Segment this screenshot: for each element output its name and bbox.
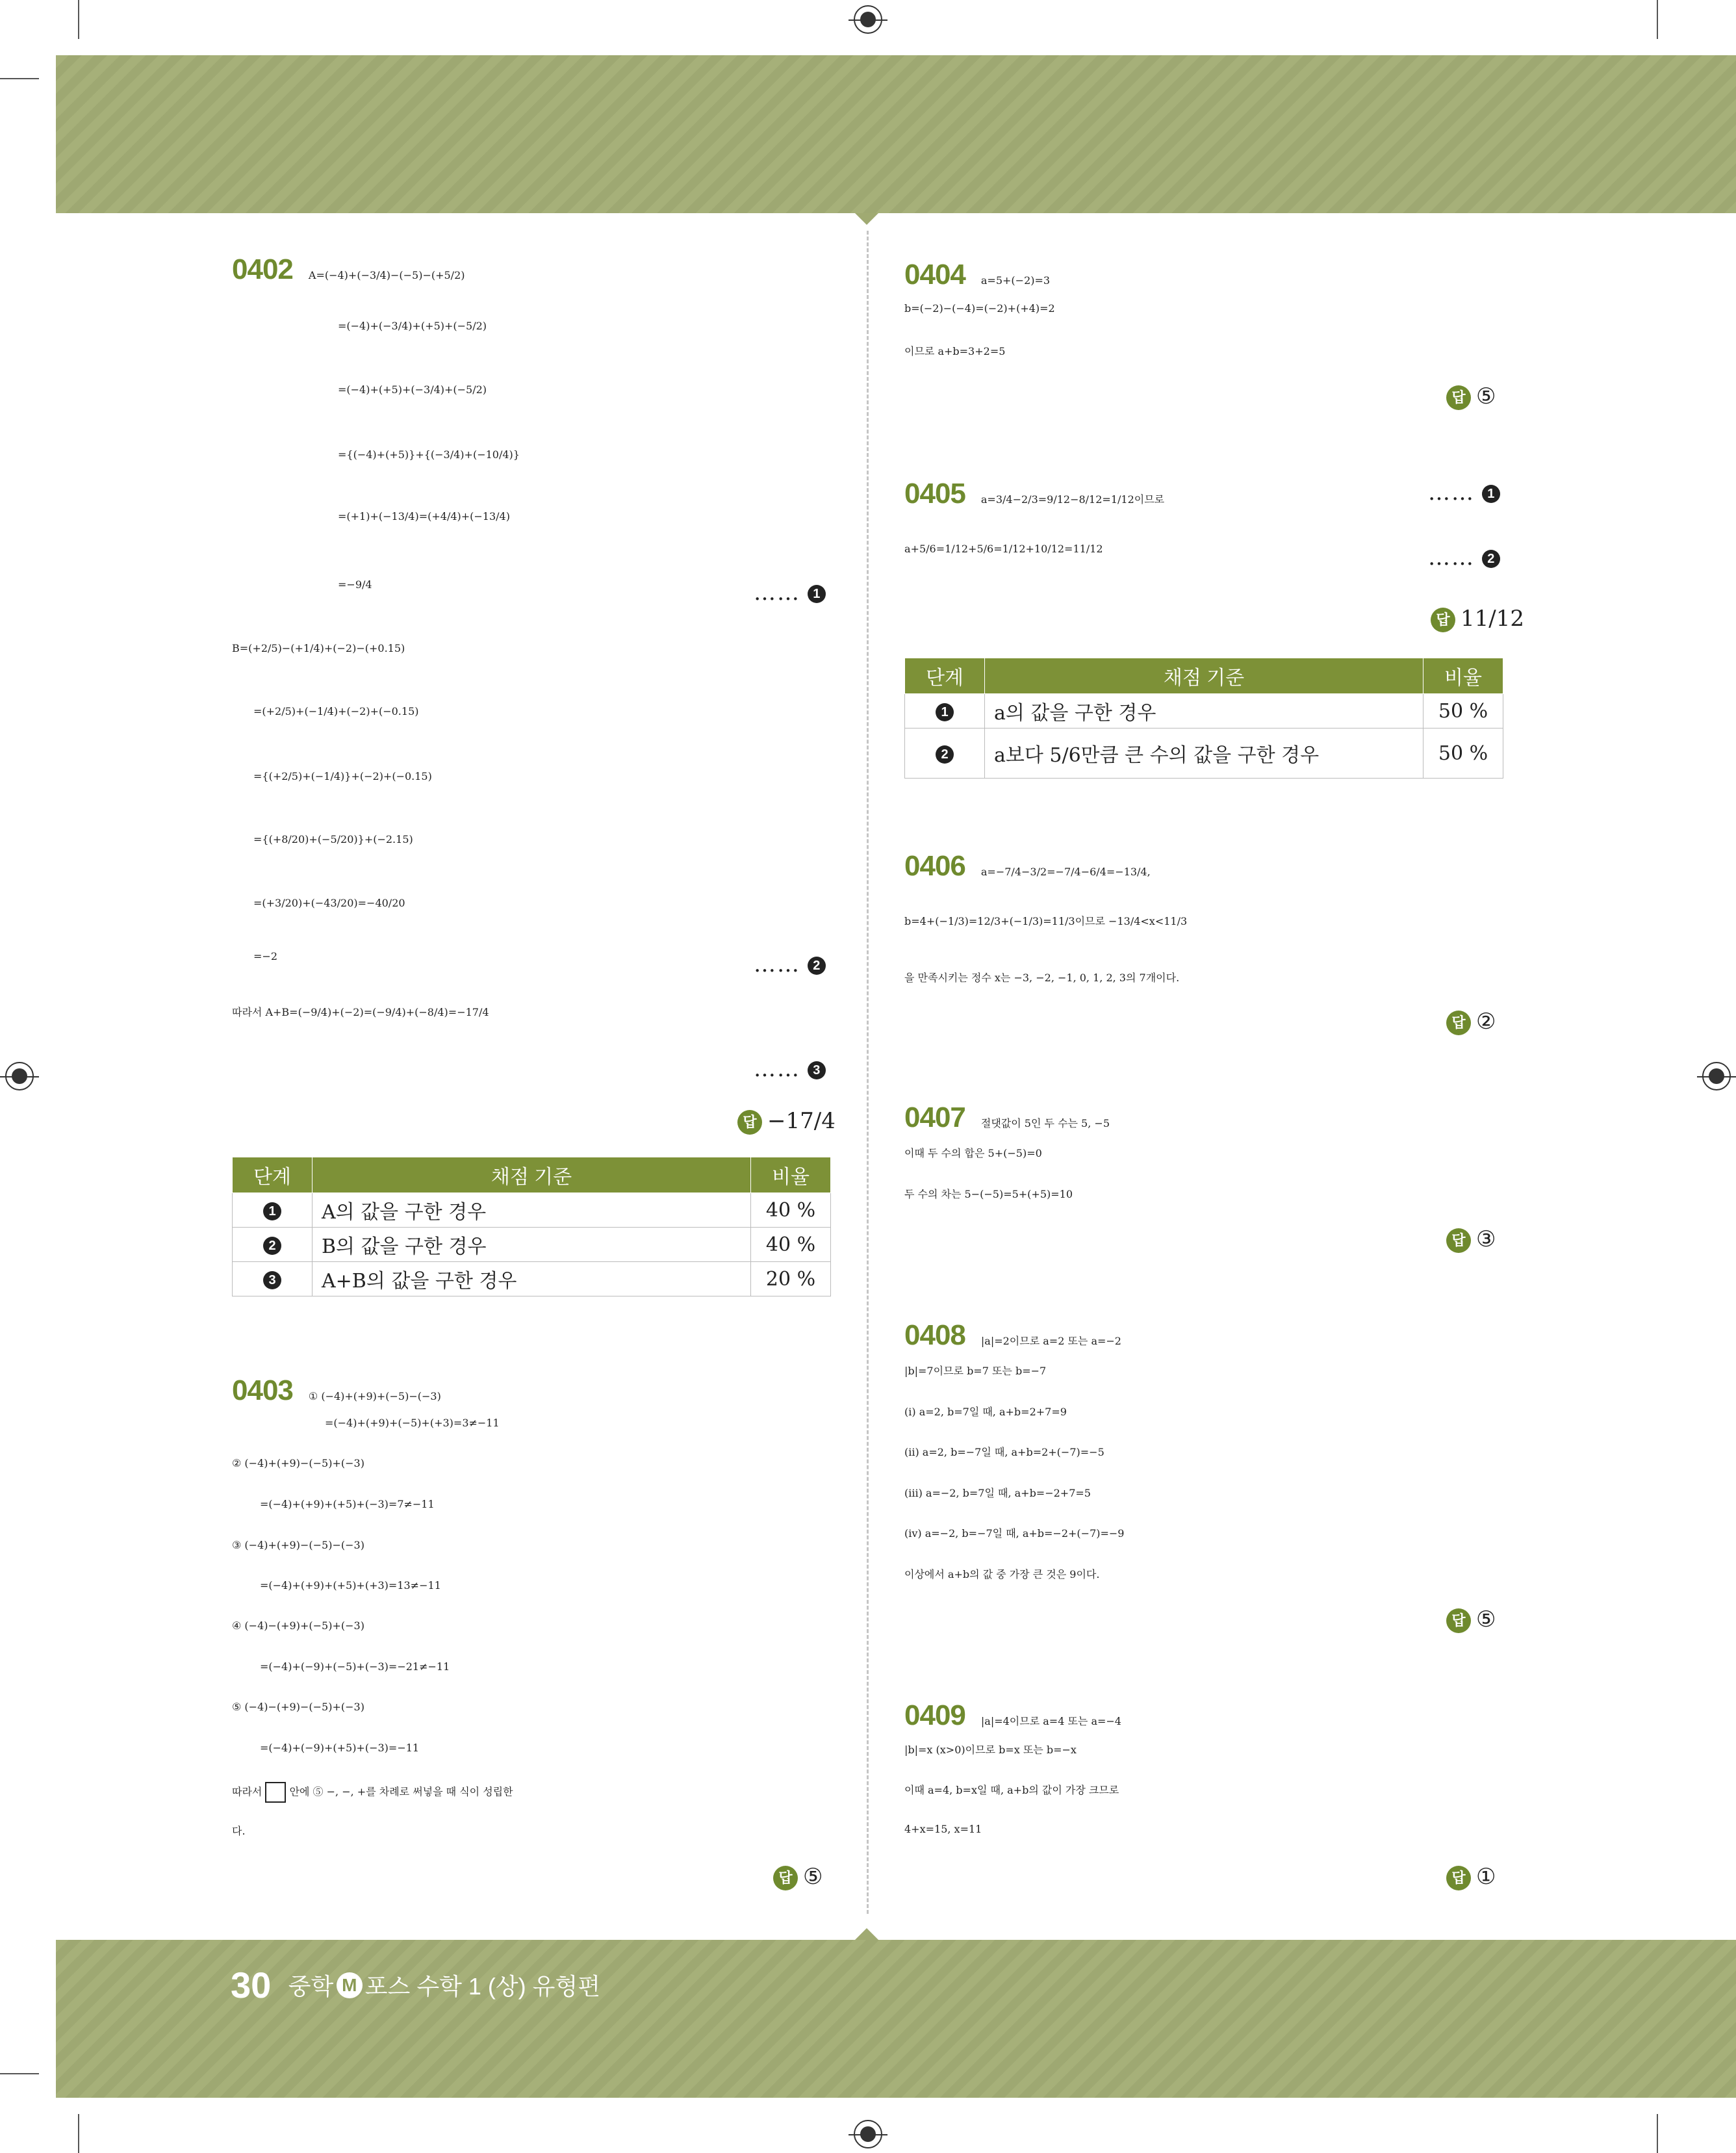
crop-mark [0,2073,39,2074]
answer-value: ① [1476,1864,1496,1890]
page-footer [231,1964,600,2006]
solution-line: 이때 a=4, b=x일 때, a+b의 값이 가장 크므로 [904,1784,1119,1796]
answer-value: 11/12 [1461,606,1524,632]
table-header: 채점 기준 [313,1157,751,1193]
answer-value: ⑤ [803,1864,823,1890]
solution-line: =(−4)+(−9)+(+5)+(−3)=−11 [260,1742,420,1754]
crop-mark [78,2114,79,2153]
solution-line: 절댓값이 5인 두 수는 5, −5 [980,1117,1110,1129]
step-marker: 1 [263,1202,281,1220]
solution-line: |b|=7이므로 b=7 또는 b=−7 [904,1365,1047,1377]
solution-line: a+5/6=1/12+5/6=1/12+10/12=11/12 [904,543,1103,555]
solution-line: a=−7/4−3/2=−7/4−6/4=−13/4, [980,866,1151,878]
solution-line: |b|=x (x>0)이므로 b=x 또는 b=−x [904,1744,1077,1756]
solution-line: =−9/4 [338,578,372,591]
answer-badge: 답 [1431,608,1455,632]
problem-number: 0405 [904,478,965,509]
table-header: 비율 [1423,658,1503,694]
answer-badge: 답 [1446,1228,1471,1253]
grading-table [904,658,1503,779]
step-marker: 3 [808,1061,826,1079]
solution-line: =−2 [253,950,277,962]
column-divider [867,231,869,1914]
solution-line: ④ (−4)−(+9)+(−5)+(−3) [232,1619,364,1632]
conclusion-text: 안에 ⑤ −, −, +를 차례로 써넣을 때 식이 성립한 [289,1785,513,1798]
solution-line: |a|=2이므로 a=2 또는 a=−2 [980,1335,1121,1347]
solution-line: b=(−2)−(−4)=(−2)+(+4)=2 [904,302,1055,315]
registration-mark-icon [854,2120,882,2148]
solution-line: a=5+(−2)=3 [980,274,1051,287]
table-cell: A+B의 값을 구한 경우 [313,1262,751,1296]
step-marker: 2 [936,745,954,764]
solution-line: ⑤ (−4)−(+9)−(−5)+(−3) [232,1701,364,1713]
answer-badge: 답 [737,1110,762,1135]
table-row [233,1193,831,1228]
registration-mark-icon [1702,1062,1731,1090]
answer-value: ③ [1476,1226,1496,1252]
problem-number: 0402 [232,253,293,285]
book-title-pre: 중학 [288,1973,334,2000]
table-row [233,1262,831,1296]
solution-line: =(+2/5)+(−1/4)+(−2)+(−0.15) [253,705,419,717]
registration-mark-icon [5,1062,34,1090]
solution-line: B=(+2/5)−(+1/4)+(−2)−(+0.15) [232,642,405,654]
solution-line: (ii) a=2, b=−7일 때, a+b=2+(−7)=−5 [904,1446,1104,1458]
crop-mark [0,78,39,79]
solution-line: ① (−4)+(+9)+(−5)−(−3) [308,1390,441,1402]
answer-badge: 답 [773,1866,798,1890]
solution-line: =(−4)+(+5)+(−3/4)+(−5/2) [338,383,487,396]
solution-line: 두 수의 차는 5−(−5)=5+(+5)=10 [904,1188,1073,1200]
answer-badge: 답 [1446,1011,1471,1035]
solution-line: b=4+(−1/3)=12/3+(−1/3)=11/3이므로 −13/4<x<11/3 [904,915,1188,927]
solution-line: =(−4)+(+9)+(+5)+(−3)=7≠−11 [260,1498,435,1510]
solution-line: =(−4)+(+9)+(−5)+(+3)=3≠−11 [325,1417,500,1429]
answer-value: ⑤ [1476,1606,1496,1632]
header-notch [855,213,878,225]
table-row [905,728,1503,779]
answer-badge: 답 [1446,1866,1471,1890]
step-marker: 1 [808,585,826,603]
registration-mark-icon [854,5,882,34]
step-marker: 3 [263,1271,281,1289]
solution-line: ={(−4)+(+5)}+{(−3/4)+(−10/4)} [338,448,520,461]
book-title-post: 포스 수학 1 (상) 유형편 [364,1973,600,2000]
problem-number: 0408 [904,1319,965,1351]
table-row [233,1228,831,1262]
answer-badge: 답 [1446,385,1471,410]
solution-line: =(+1)+(−13/4)=(+4/4)+(−13/4) [338,510,510,522]
table-cell: B의 값을 구한 경우 [313,1228,751,1262]
grading-table [232,1157,831,1296]
step-marker: 2 [1482,550,1500,568]
solution-line: 이므로 a+b=3+2=5 [904,345,1006,357]
problem-number: 0404 [904,259,965,290]
solution-line: 따라서 A+B=(−9/4)+(−2)=(−9/4)+(−8/4)=−17/4 [232,1006,489,1018]
solution-line: (iv) a=−2, b=−7일 때, a+b=−2+(−7)=−9 [904,1527,1125,1540]
solution-line: 이상에서 a+b의 값 중 가장 큰 것은 9이다. [904,1568,1100,1580]
solution-line: ={(+8/20)+(−5/20)}+(−2.15) [253,833,413,845]
solution-line: a=3/4−2/3=9/12−8/12=1/12이므로 [980,493,1165,506]
problem-number: 0409 [904,1699,965,1731]
table-header: 채점 기준 [985,658,1423,694]
crop-mark [1657,0,1658,39]
table-cell: a보다 5/6만큼 큰 수의 값을 구한 경우 [985,728,1423,779]
solution-line: =(−4)+(−3/4)+(+5)+(−5/2) [338,320,487,332]
step-marker: 2 [808,957,826,975]
footer-notch [855,1928,878,1940]
solution-line: A=(−4)+(−3/4)−(−5)−(+5/2) [308,269,465,281]
solution-line: ={(+2/5)+(−1/4)}+(−2)+(−0.15) [253,770,432,782]
solution-line: (i) a=2, b=7일 때, a+b=2+7=9 [904,1406,1067,1418]
problem-number: 0407 [904,1102,965,1133]
conclusion-text: 다. [232,1825,246,1837]
crop-mark [78,0,79,39]
table-cell: a의 값을 구한 경우 [985,694,1423,728]
solution-line: =(−4)+(−9)+(−5)+(−3)=−21≠−11 [260,1660,450,1673]
table-cell: 50 % [1423,728,1503,779]
step-marker: 2 [263,1237,281,1255]
solution-line: 이때 두 수의 합은 5+(−5)=0 [904,1147,1042,1159]
table-cell: A의 값을 구한 경우 [313,1193,751,1228]
solution-line: =(+3/20)+(−43/20)=−40/20 [253,897,405,909]
solution-line: ② (−4)+(+9)−(−5)+(−3) [232,1457,364,1469]
table-header: 비율 [751,1157,831,1193]
table-cell: 20 % [751,1262,831,1296]
solution-line: =(−4)+(+9)+(+5)+(+3)=13≠−11 [260,1579,441,1592]
solution-line: ③ (−4)+(+9)−(−5)−(−3) [232,1539,364,1551]
solution-line: |a|=4이므로 a=4 또는 a=−4 [980,1715,1121,1727]
table-header: 단계 [905,658,985,694]
answer-value: ② [1476,1009,1496,1035]
table-cell: 40 % [751,1193,831,1228]
table-cell: 50 % [1423,694,1503,728]
crop-mark [1657,2114,1658,2153]
m-logo-icon: M [337,1972,363,1998]
problem-number: 0403 [232,1374,293,1406]
table-header: 단계 [233,1157,313,1193]
blank-box-icon [265,1782,286,1803]
step-marker: 1 [936,703,954,721]
answer-value: ⑤ [1476,383,1496,409]
solution-line: (iii) a=−2, b=7일 때, a+b=−2+7=5 [904,1487,1091,1499]
page-number: 30 [231,1965,272,2005]
answer-badge: 답 [1446,1608,1471,1633]
answer-value: −17/4 [767,1108,836,1134]
solution-line: 4+x=15, x=11 [904,1823,982,1835]
header-band [56,55,1736,213]
problem-number: 0406 [904,850,965,882]
step-marker: 1 [1482,485,1500,503]
conclusion-text: 따라서 [232,1785,262,1798]
table-cell: 40 % [751,1228,831,1262]
solution-line: 을 만족시키는 정수 x는 −3, −2, −1, 0, 1, 2, 3의 7개이다. [904,972,1180,984]
table-row [905,694,1503,728]
